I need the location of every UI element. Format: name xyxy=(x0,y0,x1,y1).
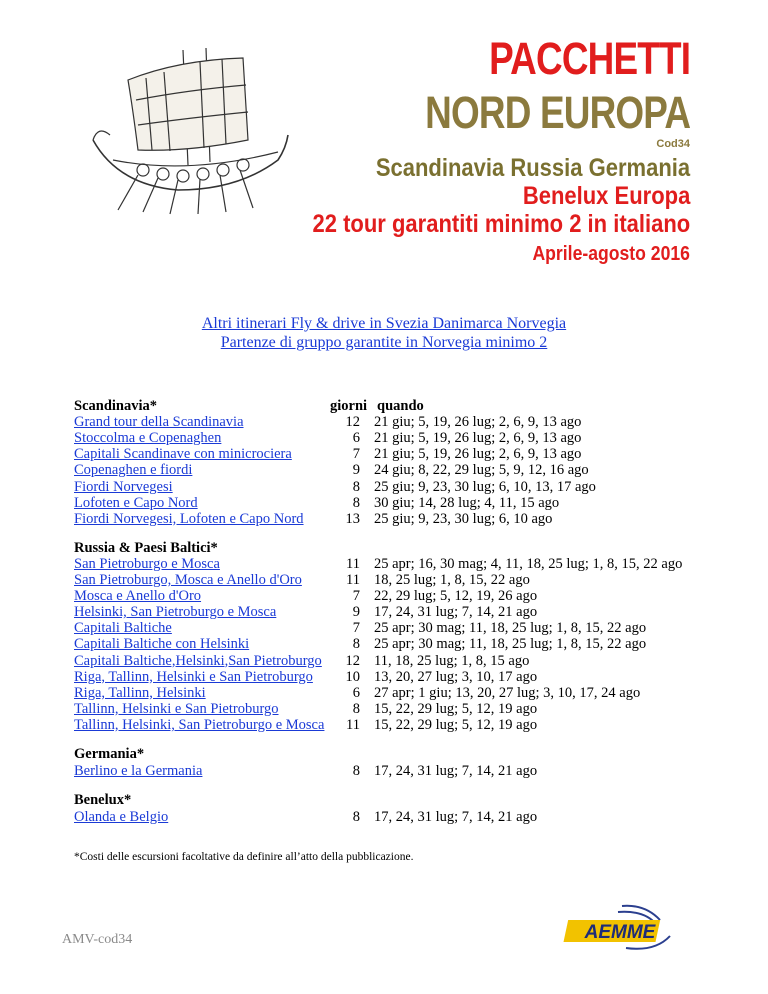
tour-dates: 25 apr; 16, 30 mag; 4, 11, 18, 25 lug; 1, 8, 15, 22 ago xyxy=(374,555,683,572)
link-group-departures[interactable]: Partenze di gruppo garantite in Norvegia minimo 2 xyxy=(220,334,548,351)
tour-dates: 15, 22, 29 lug; 5, 12, 19 ago xyxy=(374,716,538,733)
tour-dates: 30 giu; 14, 28 lug; 4, 11, 15 ago xyxy=(374,494,560,511)
document-code: Cod34 xyxy=(656,138,690,150)
tour-days: 6 xyxy=(352,684,360,701)
tour-days: 9 xyxy=(352,462,360,479)
tour-days: 10 xyxy=(345,668,360,685)
section-title: Benelux* xyxy=(74,792,132,809)
tour-days: 8 xyxy=(352,763,360,780)
tour-link[interactable]: Riga, Tallinn, Helsinki e San Pietroburgo xyxy=(74,668,313,685)
tour-dates: 25 apr; 30 mag; 11, 18, 25 lug; 1, 8, 15, 22 ago xyxy=(374,636,647,653)
tour-days: 8 xyxy=(352,636,360,653)
tour-dates: 25 giu; 9, 23, 30 lug; 6, 10 ago xyxy=(374,510,553,527)
tour-link[interactable]: Capitali Baltiche,Helsinki,San Pietroburgo xyxy=(74,652,322,669)
tour-days: 8 xyxy=(352,478,360,495)
title-line-1: PACCHETTI xyxy=(488,33,690,84)
tour-link[interactable]: San Pietroburgo e Mosca xyxy=(74,555,220,572)
tour-days: 12 xyxy=(345,652,360,669)
tour-link[interactable]: Tallinn, Helsinki, San Pietroburgo e Mosca xyxy=(74,716,325,733)
tour-link[interactable]: Capitali Scandinave con minicrociera xyxy=(74,446,292,463)
tour-dates: 25 apr; 30 mag; 11, 18, 25 lug; 1, 8, 15, 22 ago xyxy=(374,620,647,637)
tour-link[interactable]: Berlino e la Germania xyxy=(74,763,203,780)
tour-days: 8 xyxy=(352,700,360,717)
tour-dates: 21 giu; 5, 19, 26 lug; 2, 6, 9, 13 ago xyxy=(374,446,582,463)
tour-dates: 22, 29 lug; 5, 12, 19, 26 ago xyxy=(374,588,538,605)
tour-days: 8 xyxy=(352,494,360,511)
tour-link[interactable]: Riga, Tallinn, Helsinki xyxy=(74,684,206,701)
tour-link[interactable]: Mosca e Anello d'Oro xyxy=(74,588,202,605)
logo-text: AEMME xyxy=(584,922,656,943)
tour-link[interactable]: Helsinki, San Pietroburgo e Mosca xyxy=(74,604,277,621)
tour-days: 7 xyxy=(352,588,360,605)
tour-dates: 21 giu; 5, 19, 26 lug; 2, 6, 9, 13 ago xyxy=(374,430,582,447)
tour-days: 7 xyxy=(352,620,360,637)
tour-dates: 17, 24, 31 lug; 7, 14, 21 ago xyxy=(374,809,538,826)
tour-dates: 17, 24, 31 lug; 7, 14, 21 ago xyxy=(374,604,538,621)
tour-link[interactable]: Olanda e Belgio xyxy=(74,809,169,826)
tour-link[interactable]: Copenaghen e fiordi xyxy=(74,462,193,479)
subtitle-destinations: Scandinavia Russia Germania xyxy=(375,154,690,182)
tour-dates: 24 giu; 8, 22, 29 lug; 5, 9, 12, 16 ago xyxy=(374,462,589,479)
tour-days: 11 xyxy=(346,572,360,588)
tour-dates: 18, 25 lug; 1, 8, 15, 22 ago xyxy=(374,572,530,588)
tour-link[interactable]: Grand tour della Scandinavia xyxy=(74,414,244,431)
tour-days: 11 xyxy=(346,716,360,733)
tour-days: 6 xyxy=(352,430,360,447)
subtitle-period: Aprile-agosto 2016 xyxy=(532,243,690,265)
tour-days: 11 xyxy=(346,555,360,572)
tour-link[interactable]: San Pietroburgo, Mosca e Anello d'Oro xyxy=(74,572,302,588)
tour-link[interactable]: Capitali Baltiche con Helsinki xyxy=(74,636,250,653)
title-line-2: NORD EUROPA xyxy=(424,87,690,138)
tour-link[interactable]: Lofoten e Capo Nord xyxy=(74,494,198,511)
link-fly-drive[interactable]: Altri itinerari Fly & drive in Svezia Danimarca Norvegia xyxy=(201,315,567,332)
tour-days: 9 xyxy=(352,604,360,621)
related-links xyxy=(0,314,768,352)
subtitle-region: Benelux Europa xyxy=(522,182,690,210)
tour-days: 7 xyxy=(352,446,360,463)
tour-days: 12 xyxy=(345,414,360,431)
tour-link[interactable]: Tallinn, Helsinki e San Pietroburgo xyxy=(74,700,279,717)
tour-days: 13 xyxy=(345,510,360,527)
tour-dates: 17, 24, 31 lug; 7, 14, 21 ago xyxy=(374,763,538,780)
section-title: Germania* xyxy=(74,746,145,762)
tour-dates: 13, 20, 27 lug; 3, 10, 17 ago xyxy=(374,668,538,685)
document-reference: AMV-cod34 xyxy=(62,932,133,947)
column-header-when: quando xyxy=(377,398,424,414)
footnote: *Costi delle escursioni facoltative da definire all’atto della pubblicazione. xyxy=(74,851,414,863)
tour-link[interactable]: Fiordi Norvegesi xyxy=(74,478,173,495)
tour-dates: 15, 22, 29 lug; 5, 12, 19 ago xyxy=(374,700,538,717)
subtitle-guarantee: 22 tour garantiti minimo 2 in italiano xyxy=(312,210,690,238)
viking-ship-illustration xyxy=(88,40,293,215)
tour-dates: 11, 18, 25 lug; 1, 8, 15 ago xyxy=(374,652,530,669)
section-title: Scandinavia* xyxy=(74,398,157,414)
tour-dates: 21 giu; 5, 19, 26 lug; 2, 6, 9, 13 ago xyxy=(374,414,582,431)
tour-link[interactable]: Fiordi Norvegesi, Lofoten e Capo Nord xyxy=(74,510,304,527)
tour-days: 8 xyxy=(352,809,360,826)
tour-dates: 27 apr; 1 giu; 13, 20, 27 lug; 3, 10, 17, 24 ago xyxy=(374,684,641,701)
aemme-logo xyxy=(560,902,680,964)
tour-link[interactable]: Capitali Baltiche xyxy=(74,620,172,637)
tour-link[interactable]: Stoccolma e Copenaghen xyxy=(74,430,222,447)
column-header-days: giorni xyxy=(330,398,368,414)
section-title: Russia & Paesi Baltici* xyxy=(74,539,218,556)
tour-dates: 25 giu; 9, 23, 30 lug; 6, 10, 13, 17 ago xyxy=(374,478,596,495)
